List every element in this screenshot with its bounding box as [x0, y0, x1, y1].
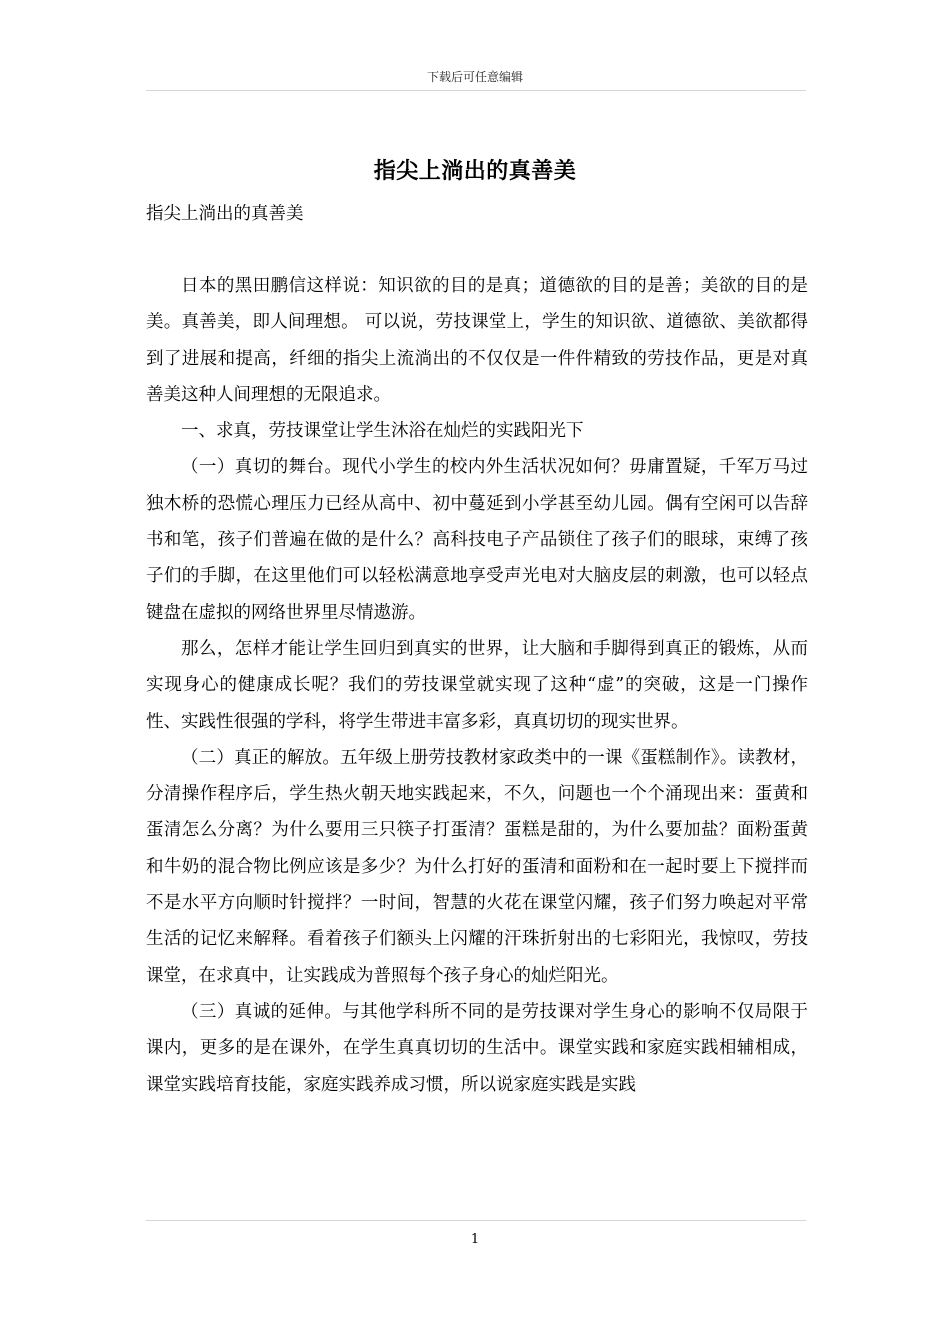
paragraph-liberation: （二）真正的解放。五年级上册劳技教材家政类中的一课《蛋糕制作》。读教材，分清操作程序后，学生热火朝天地实践起来，不久，问题也一个个涌现出来：蛋黄和蛋清怎么分离？为什么要用三只筷子打蛋清？蛋糕是甜的，为什么要加盐？面粉蛋黄和牛奶的混合物比例应该是多少？为什么打好的蛋清和面粉和在一起时要上下搅拌而不是水平方向顺时针搅拌？一时间，智慧的火花在课堂闪耀，孩子们努力唤起对平常生活的记忆来解释。看着孩子们额头上闪耀的汗珠折射出的七彩阳光，我惊叹，劳技课堂，在求真中，让实践成为普照每个孩子身心的灿烂阳光。 — [146, 747, 808, 986]
paragraph-extension: （三）真诚的延伸。与其他学科所不同的是劳技课对学生身心的影响不仅局限于课内，更多的是在课外，在学生真真切切的生活中。课堂实践和家庭实践相辅相成，课堂实践培育技能，家庭实践养成习惯，所以说家庭实践是实践 — [146, 1001, 808, 1095]
document-title: 指尖上淌出的真善美 — [373, 158, 577, 184]
paragraph-return: 那么，怎样才能让学生回归到真实的世界，让大脑和手脚得到真正的锻炼，从而实现身心的健康成长呢？我们的劳技课堂就实现了这种“虚”的突破，这是一门操作性、实践性很强的学科，将学生带进丰富多彩，真真切切的现实世界。 — [146, 638, 808, 732]
page-header: 下载后可任意编辑 — [426, 70, 523, 84]
footer-divider — [146, 1220, 806, 1221]
section-heading-1: 一、求真，劳技课堂让学生沐浴在灿烂的实践阳光下 — [181, 421, 584, 442]
paragraph-intro: 日本的黑田鹏信这样说：知识欲的目的是真；道德欲的目的是善；美欲的目的是美。真善美，即人间理想。 可以说，劳技课堂上，学生的知识欲、道德欲、美欲都得到了进展和提高，纤细的指尖上流淌出的不仅仅是一件件精致的劳技作品，更是对真善美这种人间理想的无限追求。 — [146, 276, 808, 405]
document-subtitle: 指尖上淌出的真善美 — [146, 204, 304, 224]
paragraph-stage: （一）真切的舞台。现代小学生的校内外生活状况如何？毋庸置疑，千军万马过独木桥的恐慌心理压力已经从高中、初中蔓延到小学甚至幼儿园。偶有空闲可以告辞书和笔，孩子们普遍在做的是什么？高科技电子产品锁住了孩子们的眼球，束缚了孩子们的手脚，在这里他们可以轻松满意地享受声光电对大脑皮层的刺激，也可以轻点键盘在虚拟的网络世界里尽情遨游。 — [146, 457, 808, 623]
document-body — [146, 268, 808, 1103]
page-number: 1 — [470, 1232, 480, 1247]
header-divider — [146, 90, 806, 91]
